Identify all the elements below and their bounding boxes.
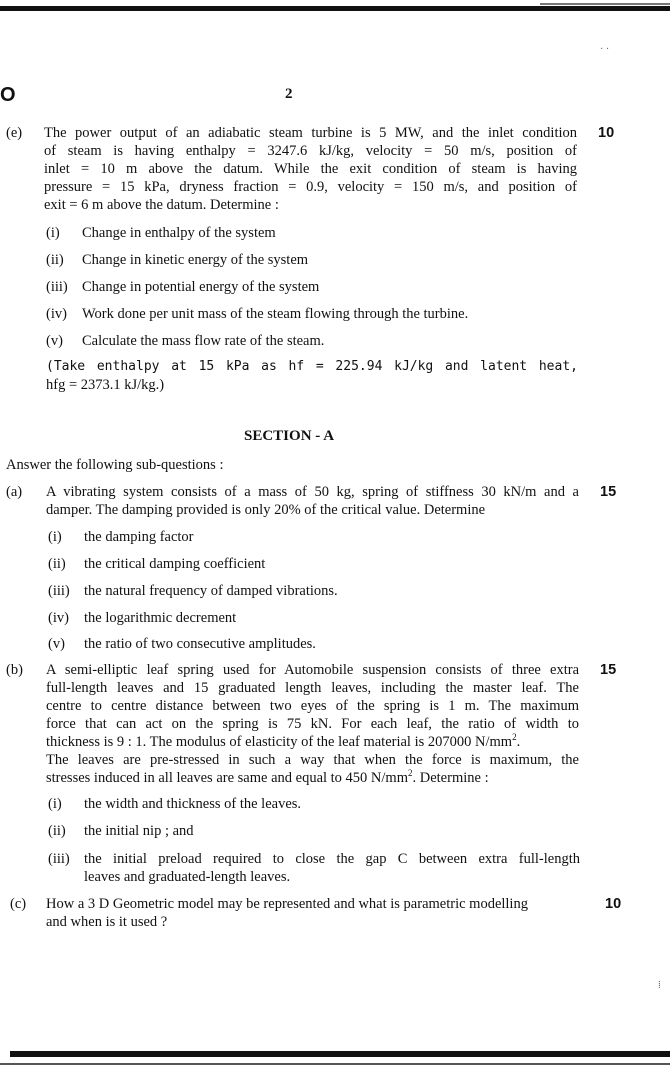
question-a-sub-label: (iv) — [48, 610, 69, 626]
question-b-sub-label: (i) — [48, 796, 62, 812]
question-a-sub-label: (ii) — [48, 556, 66, 572]
question-e-note: (Take enthalpy at 15 kPa as hf = 225.94 kJ/kg and latent heat, — [46, 359, 578, 374]
instruction-text: Answer the following sub-questions : — [6, 457, 224, 473]
question-a-sub-text: the critical damping coefficient — [84, 556, 266, 572]
question-b-line: The leaves are pre-stressed in such a way that when the force is maximum, the — [46, 752, 579, 768]
question-a-sub-label: (iii) — [48, 583, 70, 599]
question-e-label: (e) — [6, 125, 23, 141]
question-e-sub-text: Change in potential energy of the system — [82, 279, 320, 295]
question-b-line: force that can act on the spring is 75 kN. For each leaf, the ratio of width to — [46, 716, 579, 732]
question-e-line: The power output of an adiabatic steam turbine is 5 MW, and the inlet condition — [44, 125, 577, 141]
question-e-sub-label: (ii) — [46, 252, 64, 268]
question-b-sub-text: the width and thickness of the leaves. — [84, 796, 302, 812]
question-e-sub-text: Change in kinetic energy of the system — [82, 252, 309, 268]
question-e-line: pressure = 15 kPa, dryness fraction = 0.9, velocity = 150 m/s, and position of — [44, 179, 577, 195]
question-a-marks: 15 — [600, 484, 617, 500]
question-e-marks: 10 — [598, 125, 615, 141]
question-b-marks: 15 — [600, 662, 617, 678]
question-b-line: stresses induced in all leaves are same and equal to 450 $N/mm^2$. Determine : — [46, 768, 489, 786]
question-b-sub-text: the initial preload required to close the gap C between extra full-length — [84, 851, 580, 867]
question-b-line: A semi-elliptic leaf spring used for Automobile suspension consists of three extra — [46, 662, 579, 678]
question-a-label: (a) — [6, 484, 23, 500]
question-a-line: damper. The damping provided is only 20% of the critical value. Determine — [46, 502, 486, 518]
question-e-line: inlet = 10 m above the datum. While the exit condition of steam is having — [44, 161, 577, 177]
question-e-sub-label: (iv) — [46, 306, 67, 322]
scan-speck: · · — [600, 44, 610, 55]
question-b-label: (b) — [6, 662, 23, 678]
question-e-sub-label: (iii) — [46, 279, 68, 295]
section-heading: SECTION - A — [244, 428, 335, 444]
question-a-sub-text: the ratio of two consecutive amplitudes. — [84, 636, 316, 652]
question-b-line: full-length leaves and 15 graduated length leaves, including the master leaf. The — [46, 680, 579, 696]
question-e-line: exit = 6 m above the datum. Determine : — [44, 197, 279, 213]
question-e-line: of steam is having enthalpy = 3247.6 kJ/kg, velocity = 50 m/s, position of — [44, 143, 577, 159]
top-border-rule — [0, 6, 670, 11]
question-c-line: and when is it used ? — [46, 914, 168, 930]
question-a-line: A vibrating system consists of a mass of 50 kg, spring of stiffness 30 kN/m and a — [46, 484, 579, 500]
question-a-sub-text: the damping factor — [84, 529, 194, 545]
question-a-sub-label: (v) — [48, 636, 65, 652]
question-e-sub-label: (i) — [46, 225, 60, 241]
question-c-label: (c) — [10, 896, 27, 912]
corner-mark: O — [0, 84, 16, 106]
question-e-sub-text: Calculate the mass flow rate of the steam. — [82, 333, 325, 349]
question-e-sub-text: Change in enthalpy of the system — [82, 225, 276, 241]
question-a-sub-text: the natural frequency of damped vibrations. — [84, 583, 338, 599]
question-a-sub-text: the logarithmic decrement — [84, 610, 237, 626]
question-a-sub-label: (i) — [48, 529, 62, 545]
scan-edge-top-faint — [540, 3, 670, 5]
bottom-border-rule-thin — [0, 1063, 670, 1065]
question-c-marks: 10 — [605, 896, 622, 912]
question-b-sub-text: the initial nip ; and — [84, 823, 194, 839]
question-b-sub-label: (iii) — [48, 851, 70, 867]
question-e-sub-label: (v) — [46, 333, 63, 349]
question-b-line: centre to centre distance between two eyes of the spring is 1 m. The maximum — [46, 698, 579, 714]
question-e-sub-text: Work done per unit mass of the steam flowing through the turbine. — [82, 306, 469, 322]
page-number: 2 — [285, 86, 293, 102]
question-b-sub-text: leaves and graduated-length leaves. — [84, 869, 291, 885]
question-c-line: How a 3 D Geometric model may be represented and what is parametric modelling — [46, 896, 528, 912]
question-b-sub-label: (ii) — [48, 823, 66, 839]
question-e-note: hfg = 2373.1 kJ/kg.) — [46, 377, 165, 393]
scan-speck: ⁞ — [658, 980, 661, 991]
question-b-line: thickness is 9 : 1. The modulus of elasticity of the leaf material is 207000 $N/mm^2$. — [46, 732, 521, 750]
bottom-border-rule — [10, 1051, 670, 1057]
